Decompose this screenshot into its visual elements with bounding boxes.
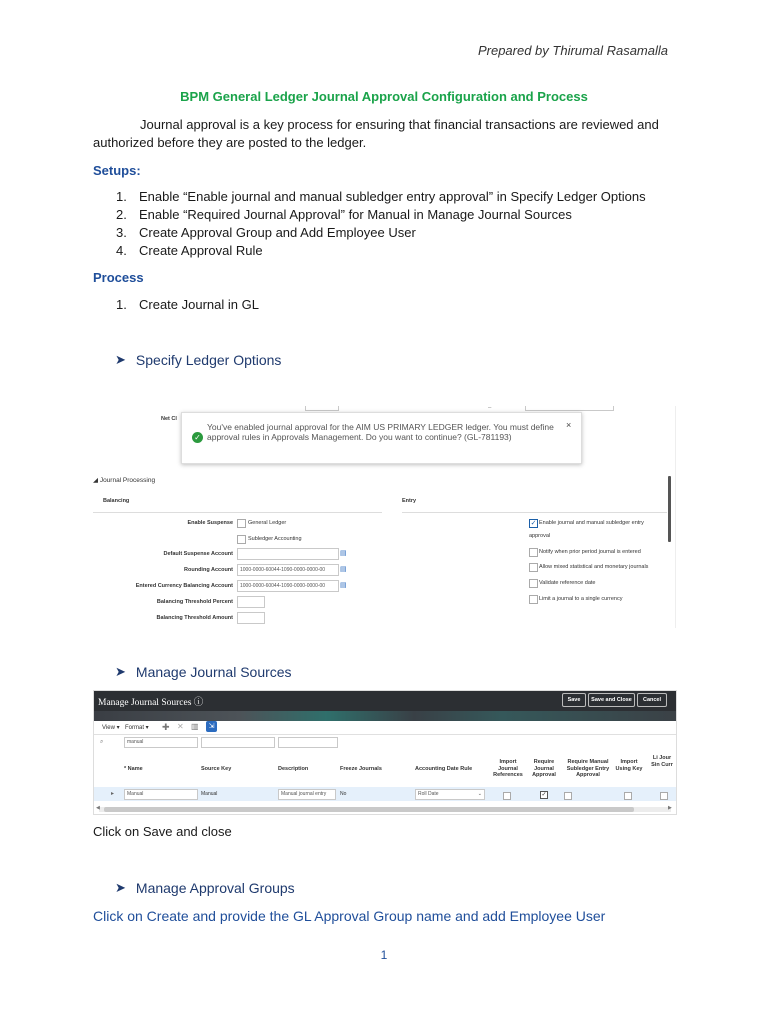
default-suspense-input[interactable]	[237, 548, 339, 560]
col-source-key[interactable]: Source Key	[201, 766, 232, 772]
list-item	[116, 188, 716, 206]
item-number: 4.	[116, 243, 127, 258]
row-description-input[interactable]: Manual journal entry	[278, 789, 336, 800]
help-icon[interactable]: ⓘ	[193, 698, 204, 708]
limit-journal-checkbox[interactable]	[529, 595, 538, 604]
net-label: Net Cl	[161, 416, 177, 422]
query-icon[interactable]: ⌕	[100, 739, 104, 745]
item-text: Create Approval Rule	[139, 243, 263, 258]
general-ledger-checkbox[interactable]	[237, 519, 246, 528]
row-name-input[interactable]: Manual	[124, 789, 198, 800]
search-lookup-icon[interactable]: ▤	[340, 566, 347, 573]
list-item	[116, 224, 716, 242]
dialog-message: You've enabled journal approval for the AIM US PRIMARY LEDGER ledger. You must define approval rules in Approvals Management. Do you want to continue? (GL-781193)	[207, 422, 554, 442]
description-filter-input[interactable]	[278, 737, 338, 748]
create-group-instruction: Click on Create and provide the GL Approval Group name and add Employee User	[93, 908, 606, 924]
name-filter-input[interactable]: manual	[124, 737, 198, 748]
cancel-button[interactable]: Cancel	[637, 693, 667, 707]
item-number: 3.	[116, 225, 127, 240]
col-description[interactable]: Description	[278, 766, 309, 772]
item-number: 1.	[116, 297, 127, 312]
section-manage-journal-sources	[115, 664, 292, 680]
row-date-rule-select[interactable]	[415, 789, 485, 800]
enable-suspense-label: Enable Suspense	[187, 520, 233, 526]
process-list	[116, 296, 716, 314]
divider	[94, 734, 676, 735]
success-check-icon: ✓	[192, 432, 203, 443]
chevron-down-icon: ⌄	[477, 791, 482, 797]
col-import-using-key[interactable]: Import Using Key	[615, 759, 643, 772]
section-manage-approval-groups	[115, 880, 295, 896]
approval-confirmation-dialog	[181, 412, 582, 464]
section-label: Manage Journal Sources	[135, 664, 292, 680]
scroll-left-icon[interactable]: ◀	[96, 805, 100, 811]
section-label: Specify Ledger Options	[135, 352, 282, 368]
entry-header: Entry	[402, 498, 417, 504]
search-lookup-icon[interactable]: ▤	[340, 582, 347, 589]
scroll-right-icon[interactable]: ▶	[668, 805, 672, 811]
notify-checkbox[interactable]	[529, 548, 538, 557]
col-require-manual[interactable]: Require Manual Subledger Entry Approval	[566, 759, 610, 778]
source-key-filter-input[interactable]	[201, 737, 275, 748]
item-number: 2.	[116, 207, 127, 222]
setups-list	[116, 188, 716, 260]
vertical-scrollbar[interactable]	[668, 476, 671, 542]
item-text: Create Journal in GL	[139, 297, 259, 312]
col-accounting-date-rule[interactable]: Accounting Date Rule	[415, 766, 473, 772]
setups-heading: Setups:	[93, 163, 141, 178]
validate-reference-label: Validate reference date	[539, 580, 596, 586]
save-button[interactable]: Save	[562, 693, 586, 707]
notify-label: Notify when prior period journal is entered	[539, 549, 641, 555]
col-limit-journal[interactable]: Li Jour Sin Curr	[651, 755, 673, 768]
partial-field	[525, 406, 614, 411]
scrollbar-thumb[interactable]	[104, 807, 634, 812]
format-menu[interactable]: Format ▾	[125, 725, 149, 731]
subledger-accounting-label: Subledger Accounting	[248, 536, 302, 542]
threshold-amount-label: Balancing Threshold Amount	[156, 615, 233, 621]
col-require-approval[interactable]: Require Journal Approval	[532, 759, 556, 778]
journal-processing-section[interactable]	[93, 476, 155, 484]
rounding-account-label: Rounding Account	[184, 567, 233, 573]
row-freeze: No	[340, 791, 347, 797]
threshold-percent-label: Balancing Threshold Percent	[156, 599, 233, 605]
dash: –	[488, 406, 492, 411]
require-manual-checkbox[interactable]	[564, 792, 572, 800]
list-item	[116, 242, 716, 260]
page-title	[98, 694, 203, 708]
item-number: 1.	[116, 189, 127, 204]
general-ledger-label: General Ledger	[248, 520, 287, 526]
process-heading: Process	[93, 270, 144, 285]
import-using-key-checkbox[interactable]	[624, 792, 632, 800]
threshold-amount-input[interactable]	[237, 612, 265, 624]
section-specify-ledger-options	[115, 352, 281, 368]
save-and-close-button[interactable]: Save and Close	[588, 693, 635, 707]
freeze-icon[interactable]: ▥	[191, 722, 199, 731]
manage-journal-sources-screenshot	[93, 690, 677, 815]
row-source-key: Manual	[201, 791, 218, 797]
list-item	[116, 296, 716, 314]
col-name[interactable]: * Name	[124, 766, 143, 772]
col-freeze-journals[interactable]: Freeze Journals	[340, 766, 382, 772]
enable-approval-label: Enable journal and manual subledger entry	[539, 520, 644, 526]
click-save-instruction: Click on Save and close	[93, 824, 232, 839]
approval-label: approval	[529, 533, 551, 539]
add-icon[interactable]: ✚	[162, 722, 170, 732]
view-menu[interactable]: View ▾	[102, 725, 120, 731]
arrow-bullet-icon: ➤	[115, 352, 126, 367]
default-suspense-label: Default Suspense Account	[163, 551, 233, 557]
divider	[93, 512, 382, 513]
select-value: Roll Date	[418, 791, 439, 797]
page-title-text: Manage Journal Sources	[98, 698, 192, 708]
prepared-by: Prepared by Thirumal Rasamalla	[477, 43, 668, 58]
item-text: Enable “Required Journal Approval” for Manual in Manage Journal Sources	[139, 207, 572, 222]
partial-field	[305, 406, 339, 411]
item-text: Enable “Enable journal and manual subledger entry approval” in Specify Ledger Options	[139, 189, 646, 204]
rounding-account-input[interactable]: 1000-0000-60044-1090-0000-0000-00	[237, 564, 339, 576]
validate-reference-checkbox[interactable]	[529, 579, 538, 588]
allow-mixed-label: Allow mixed statistical and monetary journals	[539, 564, 649, 570]
limit-journal-label: Limit a journal to a single currency	[539, 596, 623, 602]
expand-row-icon[interactable]: ▸	[111, 791, 115, 797]
arrow-bullet-icon: ➤	[115, 664, 126, 679]
entered-currency-input[interactable]: 1000-0000-60044-1090-0000-0000-00	[237, 580, 339, 592]
list-item	[116, 206, 716, 224]
enable-approval-checkbox[interactable]: ✓	[530, 520, 537, 527]
section-title: Journal Processing	[99, 477, 156, 484]
allow-mixed-checkbox[interactable]	[529, 563, 538, 572]
import-refs-checkbox[interactable]	[503, 792, 511, 800]
item-text: Create Approval Group and Add Employee User	[139, 225, 416, 240]
arrow-bullet-icon: ➤	[115, 880, 126, 895]
intro-paragraph	[93, 116, 673, 152]
subledger-accounting-checkbox[interactable]	[237, 535, 246, 544]
document-title: BPM General Ledger Journal Approval Configuration and Process	[180, 89, 588, 104]
delete-icon[interactable]: ✕	[177, 722, 184, 731]
require-approval-checkbox[interactable]: ✓	[541, 792, 547, 798]
collapse-triangle-icon: ◢	[93, 477, 100, 484]
col-import-references[interactable]: Import Journal References	[493, 759, 523, 778]
limit-journal-checkbox[interactable]	[660, 792, 668, 800]
intro-text: Journal approval is a key process for ensuring that financial transactions are reviewed and authorized before they are posted to the ledger.	[93, 117, 659, 150]
section-label: Manage Approval Groups	[135, 880, 295, 896]
divider	[402, 512, 667, 513]
detach-icon[interactable]: ⇲	[206, 721, 217, 732]
close-icon[interactable]: ×	[566, 420, 572, 430]
specify-ledger-options-screenshot	[93, 406, 676, 628]
balancing-header: Balancing	[103, 498, 130, 504]
page-number: 1	[380, 948, 388, 962]
threshold-percent-input[interactable]	[237, 596, 265, 608]
search-lookup-icon[interactable]: ▤	[340, 550, 347, 557]
entered-currency-label: Entered Currency Balancing Account	[135, 583, 233, 589]
